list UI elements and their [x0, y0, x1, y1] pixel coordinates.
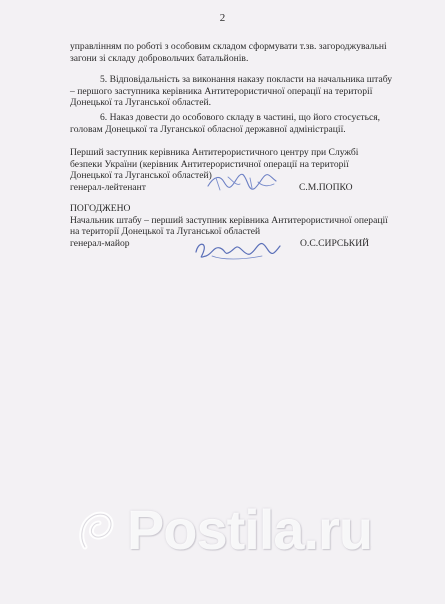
- signatory-1-title-line: Перший заступник керівника Антитерористичного центру при Службі: [70, 147, 359, 158]
- approval-name: О.С.СИРСЬКИЙ: [300, 238, 370, 249]
- approval-rank: генерал-майор: [70, 237, 130, 249]
- watermark-text: Postila.ru: [126, 498, 373, 562]
- top-paragraph-line: управлінням по роботі з особовим складом сформувати т.зв. загороджувальні: [70, 41, 387, 52]
- signature-2-image: [192, 236, 282, 262]
- paragraph-5: [70, 74, 422, 109]
- approval-title-line: Начальник штабу – перший заступник керівника Антитерористичної операції: [70, 214, 388, 226]
- signature-1-image: [206, 172, 278, 194]
- paragraph-5-line: Донецької та Луганської областей.: [70, 97, 212, 109]
- watermark: [0, 495, 445, 565]
- paragraph-5-line: 5. Відповідальність за виконання наказу покласти на начальника штабу: [100, 74, 393, 85]
- watermark-logo-icon: [73, 507, 119, 553]
- signatory-1-title-line: безпеки України (керівник Антитерористичної операції на території: [70, 158, 349, 170]
- signatory-1-name: С.М.ПОПКО: [299, 182, 353, 193]
- paragraph-6-line: 6. Наказ довести до особового складу в частині, що його стосується,: [100, 112, 381, 123]
- signatory-1-title-line: Донецької та Луганської областей): [70, 170, 212, 182]
- top-paragraph: [70, 41, 422, 64]
- paragraph-5-line: – першого заступника керівника Антитерористичної операції на території: [70, 85, 373, 97]
- paragraph-6: [70, 112, 422, 135]
- signatory-1-rank: генерал-лейтенант: [70, 181, 146, 193]
- page-number: 2: [219, 12, 226, 24]
- approval-heading: ПОГОДЖЕНО: [70, 203, 131, 214]
- approval-title-line: на території Донецької та Луганської областей: [70, 226, 261, 238]
- top-paragraph-line: загони зі складу добровольчих батальйонів.: [70, 52, 249, 64]
- paragraph-6-line: головам Донецької та Луганської обласної державної адміністрації.: [70, 123, 346, 135]
